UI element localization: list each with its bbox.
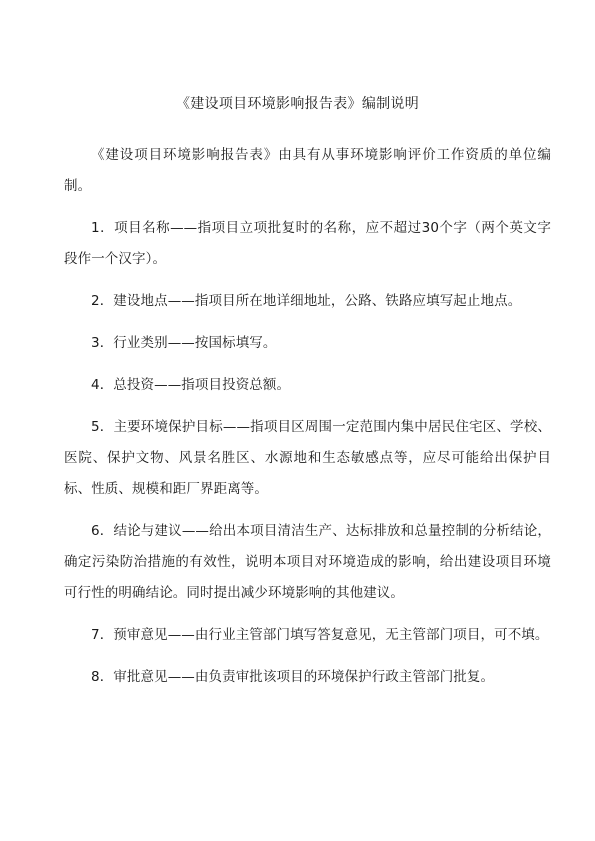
- intro-paragraph: 《建设项目环境影响报告表》由具有从事环境影响评价工作资质的单位编制。: [64, 147, 551, 194]
- item-project-name: 1．项目名称——指项目立项批复时的名称，应不超过30个字（两个英文字段作一个汉字）。: [64, 220, 551, 267]
- document-body: [64, 140, 551, 704]
- item-preliminary-opinion: 7．预审意见——由行业主管部门填写答复意见，无主管部门项目，可不填。: [91, 627, 549, 643]
- document-title: 《建设项目环境影响报告表》编制说明: [175, 96, 420, 112]
- item-approval-opinion: 8．审批意见——由负责审批该项目的环境保护行政主管部门批复。: [91, 669, 495, 685]
- item-protection-targets: 5．主要环境保护目标——指项目区周围一定范围内集中居民住宅区、学校、医院、保护文物、风景名胜区、水源地和生态敏感点等，应尽可能给出保护目标、性质、规模和距厂界距离等。: [64, 419, 551, 497]
- item-conclusions: 6．结论与建议——给出本项目清洁生产、达标排放和总量控制的分析结论，确定污染防治措施的有效性，说明本项目对环境造成的影响，给出建设项目环境可行性的明确结论。同时提出减少环境影响的其他建议。: [64, 523, 551, 601]
- item-total-investment: 4．总投资——指项目投资总额。: [91, 377, 291, 393]
- item-construction-site: 2．建设地点——指项目所在地详细地址，公路、铁路应填写起止地点。: [91, 293, 522, 309]
- item-industry-category: 3．行业类别——按国标填写。: [91, 335, 277, 351]
